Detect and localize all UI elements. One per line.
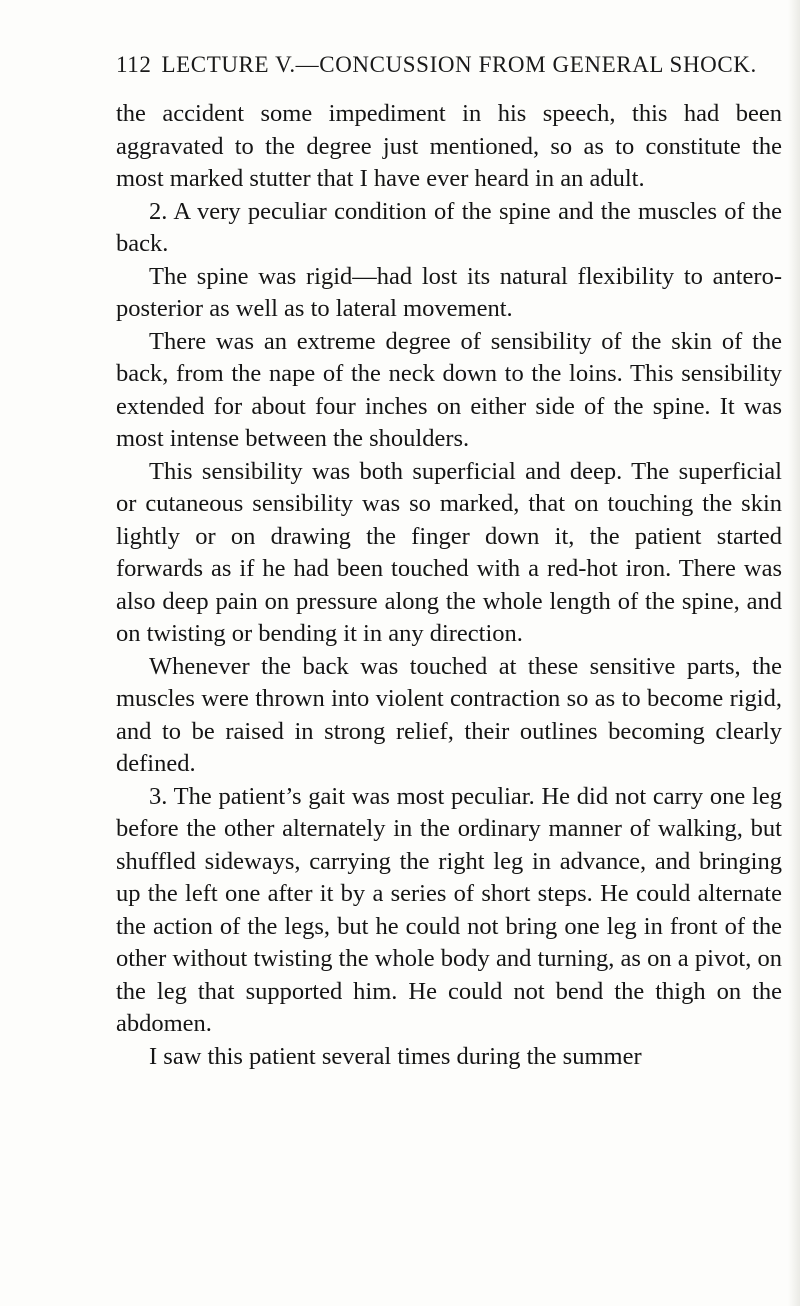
paragraph: There was an extreme degree of sensibility of the skin of the back, from the nape of the neck down to the loins. This sensibility extended for about four inches on either side of the spine. It was most intense between the shoulders. bbox=[116, 327, 782, 452]
paragraph: 2. A very peculiar condition of the spine and the muscles of the back. bbox=[116, 197, 782, 257]
paragraph: The spine was rigid—had lost its natural flexibility to antero-posterior as well as to lateral movement. bbox=[116, 262, 782, 322]
paragraph: Whenever the back was touched at these sensitive parts, the muscles were thrown into violent contraction so as to become rigid, and to be raised in strong relief, their outlines becoming clearly defined. bbox=[116, 652, 782, 777]
page-edge-shadow bbox=[788, 0, 800, 1306]
body-text bbox=[116, 98, 782, 1073]
running-title: LECTURE V.—CONCUSSION FROM GENERAL SHOCK. bbox=[161, 52, 757, 77]
paragraph: 3. The patient’s gait was most peculiar. He did not carry one leg before the other alternately in the ordinary manner of walking, but shuffled sideways, carrying the right leg in advance, and bringing up the left one after it by a series of short steps. He could alternate the action of the legs, but he could not bring one leg in front of the other without twisting the whole body and turning, as on a pivot, on the leg that supported him. He could not bend the thigh on the abdomen. bbox=[116, 782, 782, 1037]
paragraph: the accident some impediment in his speech, this had been aggravated to the degree just mentioned, so as to constitute the most marked stutter that I have ever heard in an adult. bbox=[116, 100, 782, 192]
paragraph: This sensibility was both superficial and deep. The superficial or cutaneous sensibility was so marked, that on touching the skin lightly or on drawing the finger down it, the patient started forwards as if he had been touched with a red-hot iron. There was also deep pain on pressure along the whole length of the spine, and on twisting or bending it in any direction. bbox=[116, 457, 782, 647]
page-number: 112 bbox=[116, 52, 152, 77]
running-header bbox=[116, 52, 776, 78]
paragraph: I saw this patient several times during the summer bbox=[149, 1042, 642, 1070]
